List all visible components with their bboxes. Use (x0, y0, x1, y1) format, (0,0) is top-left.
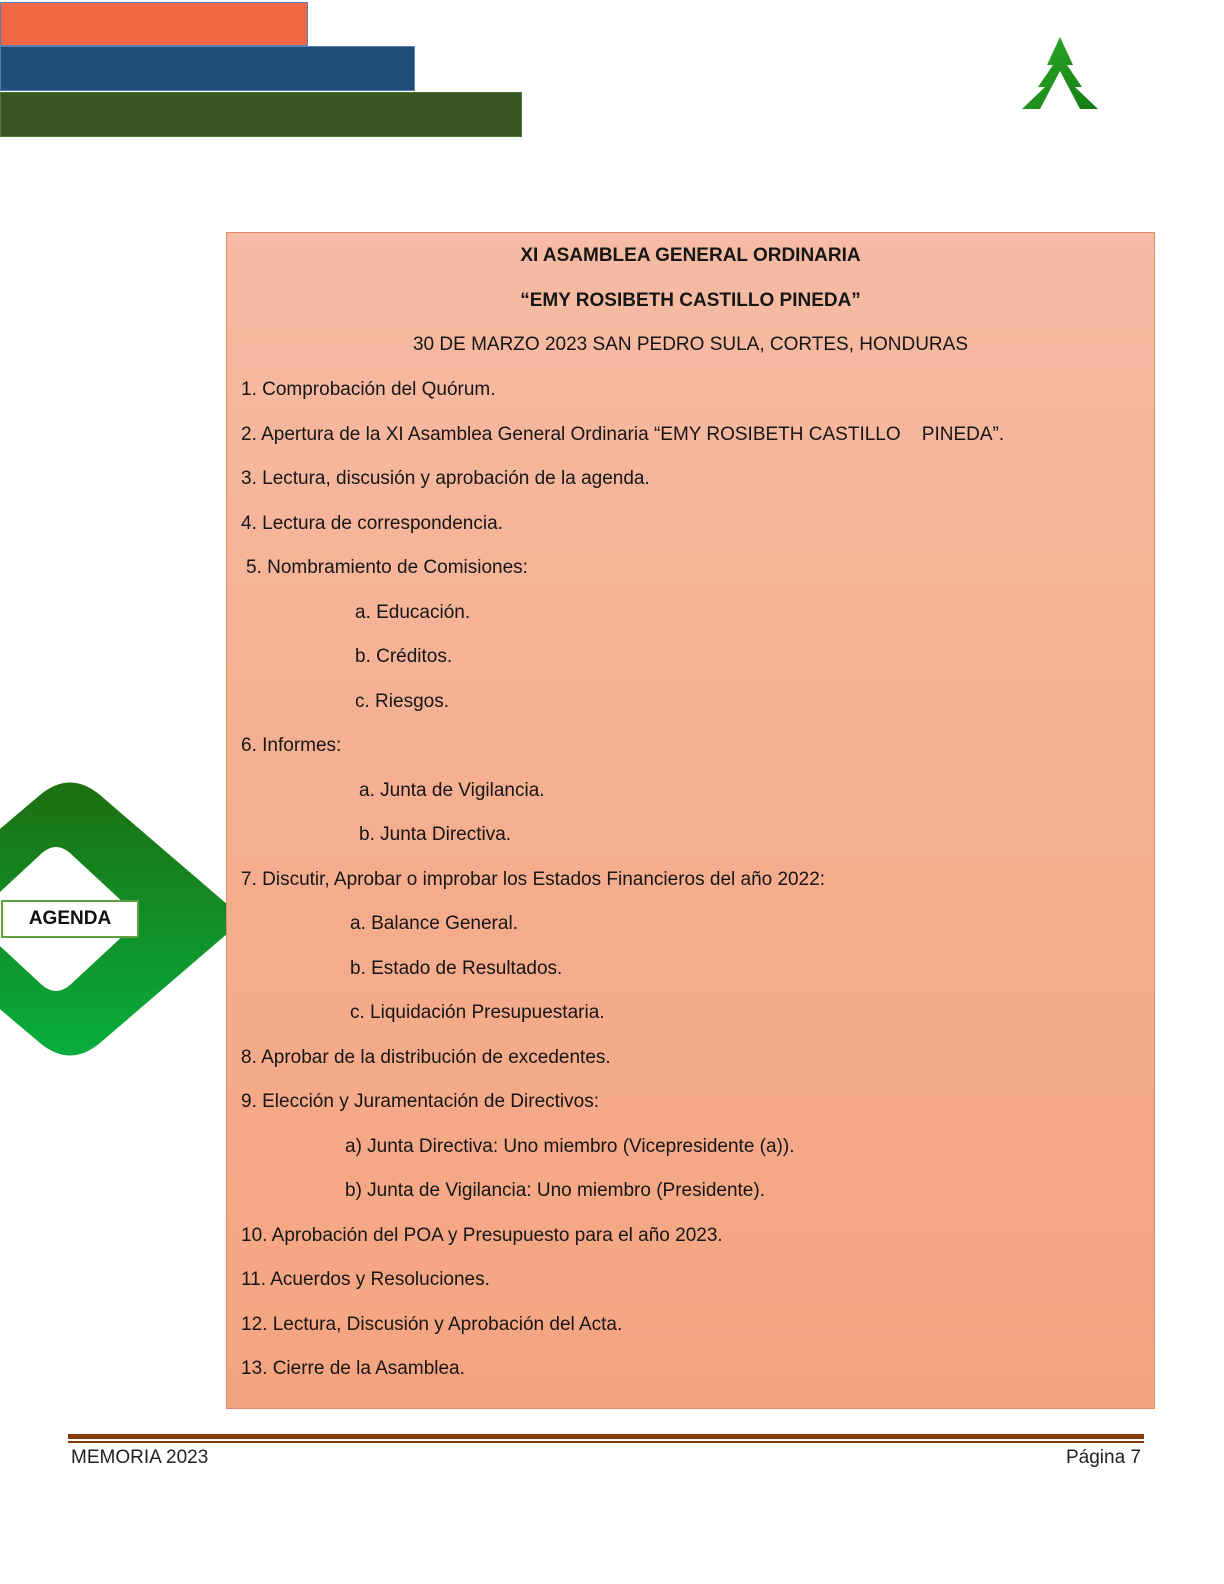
header-bar-blue (0, 46, 415, 91)
agenda-item: 6. Informes: (241, 735, 342, 756)
agenda-subitem: a. Junta de Vigilancia. (359, 780, 545, 801)
agenda-item: 11. Acuerdos y Resoluciones. (241, 1269, 490, 1290)
agenda-subtitle: “EMY ROSIBETH CASTILLO PINEDA” (520, 290, 861, 311)
footer-rule-thick (68, 1434, 1144, 1439)
page-number: Página 7 (1065, 1447, 1141, 1468)
agenda-subitem: c. Riesgos. (355, 691, 449, 712)
agenda-item: 5. Nombramiento de Comisiones: (246, 557, 528, 578)
agenda-title: XI ASAMBLEA GENERAL ORDINARIA (520, 245, 861, 266)
agenda-subitem: c. Liquidación Presupuestaria. (350, 1002, 605, 1023)
footer-title: MEMORIA 2023 (71, 1447, 209, 1468)
agenda-subitem: b. Junta Directiva. (359, 824, 512, 845)
agenda-item: 12. Lectura, Discusión y Aprobación del Acta. (241, 1314, 623, 1335)
agenda-item: 13. Cierre de la Asamblea. (241, 1358, 465, 1379)
agenda-subitem: a. Balance General. (350, 913, 518, 934)
agenda-date-place: 30 DE MARZO 2023 SAN PEDRO SULA, CORTES, HONDURAS (412, 334, 969, 355)
agenda-subitem: b. Estado de Resultados. (350, 958, 563, 979)
agenda-item: 4. Lectura de correspondencia. (241, 513, 503, 534)
agenda-item: 7. Discutir, Aprobar o improbar los Estados Financieros del año 2022: (241, 869, 826, 890)
agenda-subitem: b) Junta de Vigilancia: Uno miembro (Presidente). (345, 1180, 765, 1201)
agenda-panel (226, 232, 1155, 1409)
header-bar-orange (0, 2, 308, 46)
footer-rule-thin (68, 1441, 1144, 1443)
agenda-item: 1. Comprobación del Quórum. (241, 379, 496, 400)
agenda-item: 8. Aprobar de la distribución de excedentes. (241, 1047, 611, 1068)
agenda-item: 3. Lectura, discusión y aprobación de la agenda. (241, 468, 650, 489)
agenda-item: 9. Elección y Juramentación de Directivos: (241, 1091, 599, 1112)
agenda-label: AGENDA (1, 900, 139, 938)
agenda-subitem: a) Junta Directiva: Uno miembro (Vicepresidente (a)). (345, 1136, 795, 1157)
agenda-item: 10. Aprobación del POA y Presupuesto para el año 2023. (241, 1225, 723, 1246)
agenda-subitem: b. Créditos. (355, 646, 453, 667)
header-bar-green (0, 92, 522, 137)
tree-logo-icon (1020, 35, 1100, 111)
agenda-item: 2. Apertura de la XI Asamblea General Ordinaria “EMY ROSIBETH CASTILLO PINEDA”. (241, 424, 1005, 445)
agenda-subitem: a. Educación. (355, 602, 471, 623)
